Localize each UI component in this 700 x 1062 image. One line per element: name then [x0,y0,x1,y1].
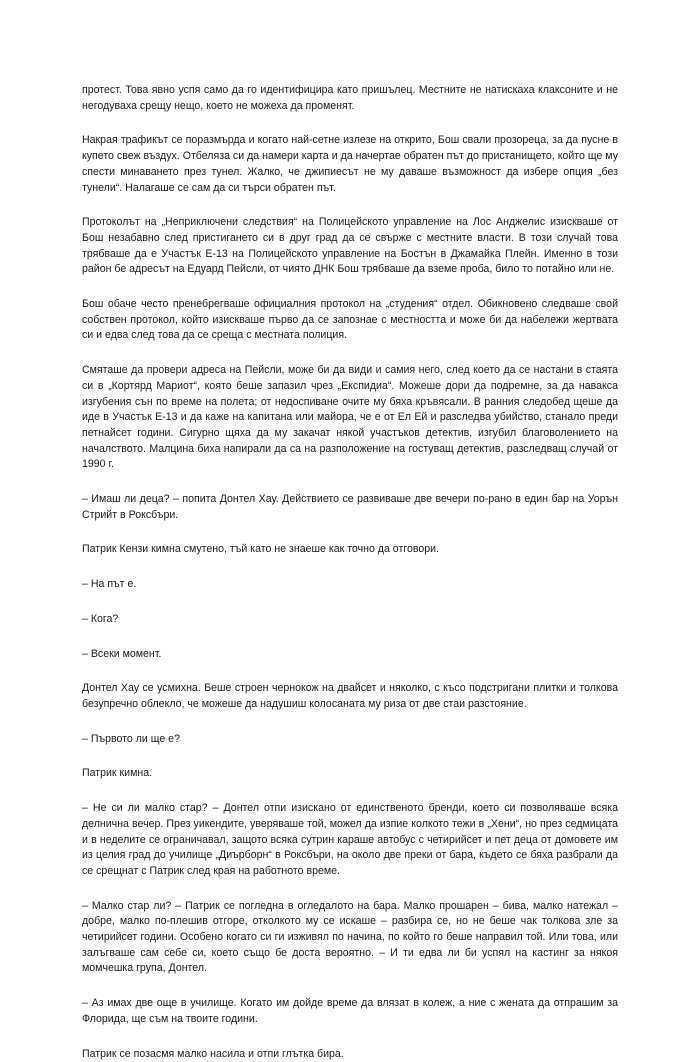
paragraph: – На път е. [82,578,137,591]
text-column [82,83,618,1062]
paragraph: Патрик кимна. [82,767,153,780]
paragraph: – Първото ли ще е? [82,732,180,745]
paragraph: Смяташе да провери адреса на Пейсли, може би да види и самия него, след което да се настани в стаята си в „Кортярд Мариот“, която беше запазил чрез „Експидиа“. Можеше дори да подремне, за да наваксa изгубения сън по време на полета; от недоспиване очите му бяха кръвясали. В ранния следобед щеше да иде в Участък Е-13 и да каже на капитана или майора, че е от Ел Ей и разследва убийство, станало преди петнайсет години. Сигурно щяха да му закачат някой участъков детектив, изгубил благоволението на началството. Малцина биха напирали да са на разположение на гостуващ детектив, разследващ случай от 1990 г. [82,364,618,471]
paragraph: Донтел Хау се усмихна. Беше строен чернокож на двайсет и няколко, с късо подстригани плитки и толкова безупречно облекло, че можеше да надушиш колосаната му риза от две стаи разстояние. [82,682,618,710]
paragraph: – Аз имах две още в училище. Когато им дойде време да влязат в колеж, а ние с жената да отпрашим за Флорида, ще съм на твоите години. [82,997,618,1025]
paragraph: – Имаш ли деца? – попита Донтел Хау. Действието се развиваше две вечери по-рано в един бар на Уорън Стрийт в Роксбъри. [82,493,618,521]
paragraph: Патрик се позасмя малко насила и отпи глътка бира. [82,1047,344,1060]
paragraph: – Не си ли малко стар? – Донтел отпи изискано от единственото бренди, което си позволяваше всяка делнична вечер. През уикендите, уверяваше той, можел да изпие колкото тежи в „Хени“, но през седмицата и в неделите се ограничавал, защото всяка сутрин караше автобус с четирийсет и пет деца от домовете им из целия град до училище „Диърборн“ в Роксбъри, на около две преки от бара, където се бяха разбрали да се срещнат с Патрик след края на работното време. [82,802,618,877]
paragraph: – Кога? [82,612,119,625]
paragraph: Бош обаче често пренебрегваше официалния протокол на „студения“ отдел. Обикновено следваше свой собствен протокол, който изискваше първо да се запознае с местността и може би да набележи жертвата си и едва след това да се среща с местната полиция. [82,298,618,342]
paragraph: – Малко стар ли? – Патрик се погледна в огледалото на бара. Малко прошарен – бива, малко натежал – добре, малко по-плешив отгоре, отколкото му се искаше – разбира се, но не беше чак толкова зле за четирийсет години. Особено когато си ги изживял по начина, по който го беше направил той. Или това, или залъгваше сам себе си, което също бе доста вероятно. – И ти едва ли би успял на кастинг за някоя момчешка група, Донтел. [82,899,618,975]
paragraph: Протоколът на „Неприключени следствия“ на Полицейското управление на Лос Анджелис изискваше от Бош незабавно след пристигането си в друг град да се свърже с местните власти. В този случай това трябваше да е Участък Е-13 на Полицейското управление на Бостън в Джамайка Плейн. Именно в този район бе адресът на Едуард Пейсли, от чиято ДНК Бош трябваше да вземе проба, било то потайно или не. [82,216,618,276]
paragraph: Патрик Кензи кимна смутено, тъй като не знаеше как точно да отговори. [82,543,439,556]
paragraph: протест. Това явно успя само да го идентифицира като пришълец. Местните не натискаха клаксоните и не негодуваха срещу нещо, което не можеха да променят. [82,84,618,112]
paragraph: Накрая трафикът се поразмърда и когато най-сетне излезе на открито, Бош свали прозореца, за да пусне в купето свеж въздух. Отбеляза си да намери карта и да начертае обратен път до пристанището, който ще му спести минаването през тунел. Жалко, че джипиесът не му даваше възможност да избере опция „без тунели“. Налагаше се сам да си търси обратен път. [82,134,618,194]
paragraph: – Всеки момент. [82,647,162,660]
